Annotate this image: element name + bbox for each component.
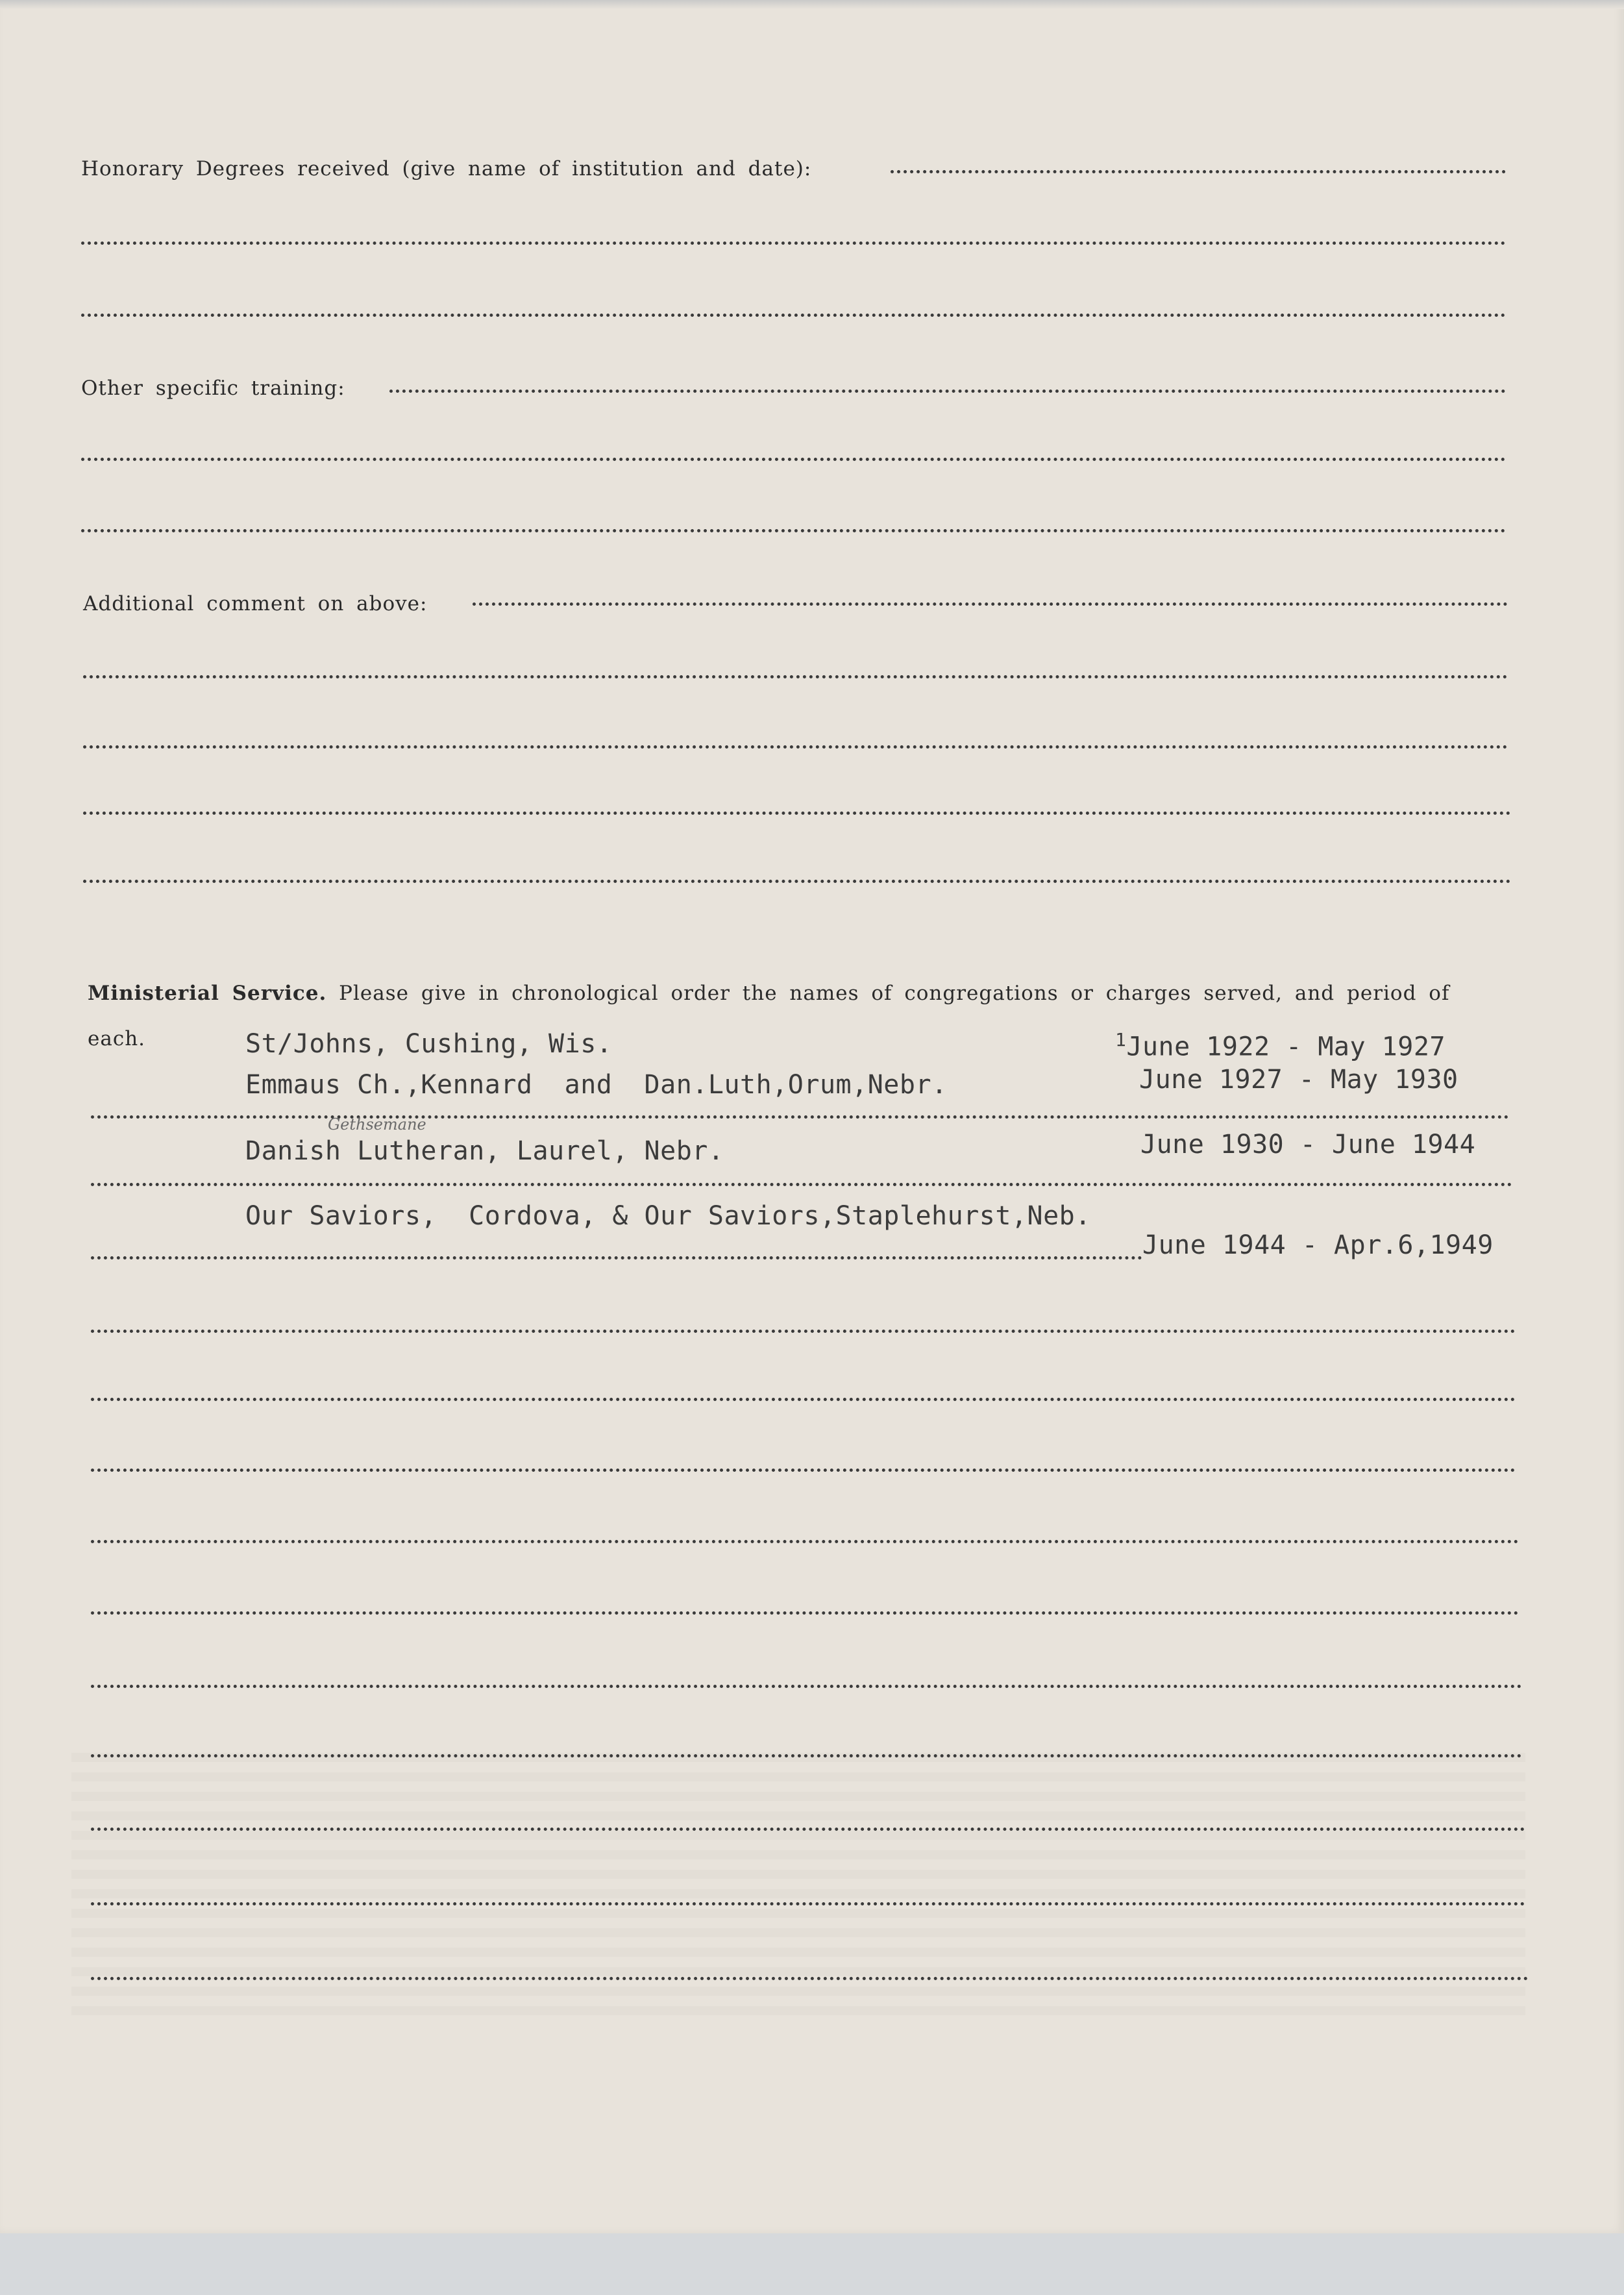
service-entry-3-handwritten-note: Gethsemane: [328, 1115, 426, 1134]
comment-dotline-1: [473, 602, 1508, 606]
service-dotline-7: [91, 1540, 1519, 1543]
scan-background: [0, 2233, 1624, 2295]
service-entry-3-period: June 1930 - June 1944: [1140, 1130, 1476, 1160]
service-dotline-8: [91, 1611, 1519, 1615]
service-dotline-10: [91, 1754, 1522, 1757]
comment-dotline-3: [83, 745, 1508, 749]
training-dotline-3: [81, 529, 1506, 532]
service-entry-2-period: June 1927 - May 1930: [1139, 1065, 1458, 1095]
service-dotline-6: [91, 1469, 1516, 1472]
ministerial-service-heading: Ministerial Service.: [88, 982, 327, 1005]
ministerial-service-label-cont: each.: [88, 1027, 146, 1050]
honorary-dotline-2: [81, 242, 1506, 245]
service-entry-1-period-prefix: 1: [1115, 1029, 1127, 1050]
comment-dotline-5: [83, 880, 1511, 883]
training-dotline-1: [389, 390, 1506, 393]
comment-dotline-4: [83, 812, 1511, 815]
comment-dotline-2: [83, 675, 1508, 678]
service-entry-4-period: June 1944 - Apr.6,1949: [1142, 1230, 1494, 1260]
service-dotline-12: [91, 1902, 1525, 1905]
honorary-degrees-label: Honorary Degrees received (give name of institution and date):: [81, 157, 812, 180]
service-dotline-1: [91, 1115, 1509, 1119]
service-dotline-9: [91, 1685, 1522, 1688]
service-entry-1-place: St/Johns, Cushing, Wis.: [245, 1029, 613, 1059]
service-entry-4-place: Our Saviors, Cordova, & Our Saviors,Staplehurst,Neb.: [245, 1201, 1091, 1231]
page-top-edge: [0, 0, 1624, 9]
service-entry-2-place: Emmaus Ch.,Kennard and Dan.Luth,Orum,Nebr.: [245, 1070, 948, 1100]
service-entry-1-period: [1115, 1029, 1446, 1061]
service-dotline-2: [91, 1183, 1512, 1186]
honorary-dotline-3: [81, 314, 1506, 317]
service-entry-1-period-text: June 1922 - May 1927: [1126, 1032, 1446, 1062]
ministerial-service-instructions: Please give in chronological order the names of congregations or charges served, and period of: [339, 982, 1450, 1005]
other-training-label: Other specific training:: [81, 377, 345, 400]
service-entry-3-place: Danish Lutheran, Laurel, Nebr.: [245, 1136, 724, 1166]
service-dotline-5: [91, 1398, 1516, 1401]
service-dotline-3: [91, 1256, 1142, 1259]
service-dotline-4: [91, 1330, 1516, 1333]
ministerial-service-label: [88, 982, 1449, 1005]
service-dotline-11: [91, 1828, 1525, 1831]
show-through-text: [71, 1753, 1525, 2026]
additional-comment-label: Additional comment on above:: [83, 592, 428, 615]
training-dotline-2: [81, 458, 1506, 461]
service-dotline-13: [91, 1977, 1529, 1980]
honorary-dotline-1: [891, 170, 1506, 173]
